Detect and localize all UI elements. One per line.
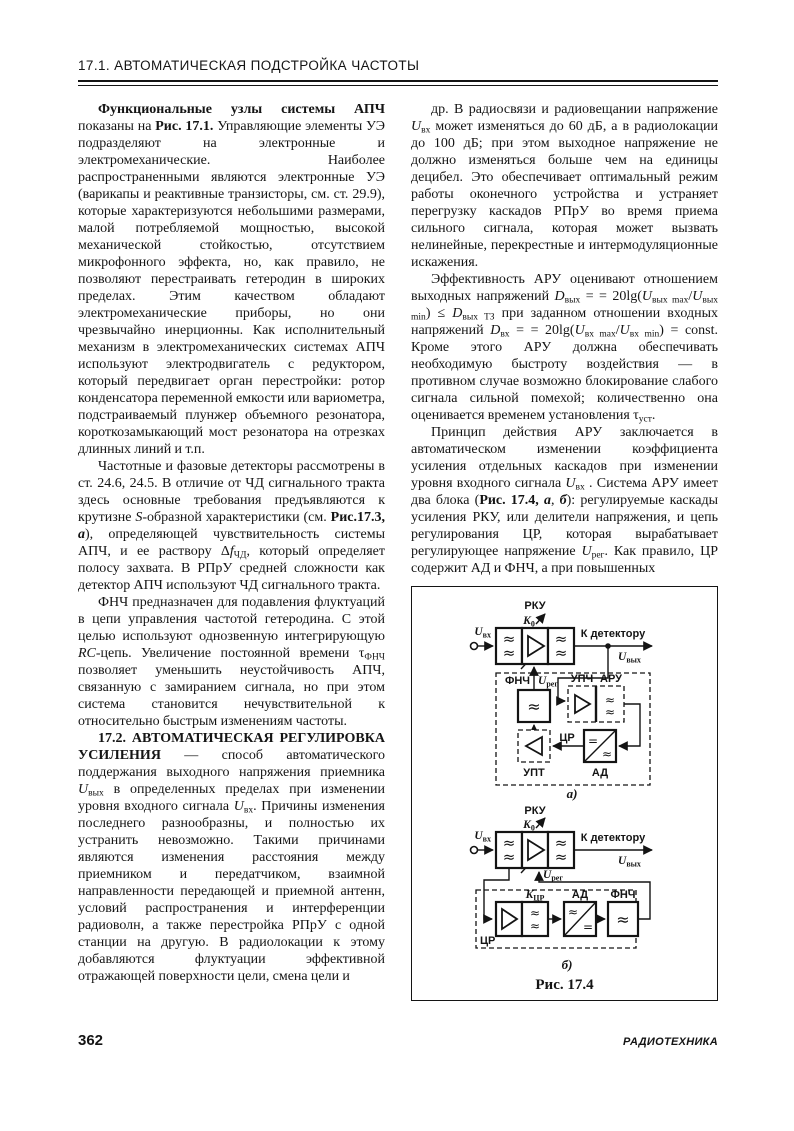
upt-label-a: УПТ	[523, 767, 545, 779]
article-body	[78, 101, 718, 1001]
svg-text:≈: ≈	[529, 919, 541, 933]
agc-diagram-b	[412, 802, 717, 974]
cr-amplifier-filter-block-b	[496, 902, 548, 936]
ad-label-b: АД	[571, 889, 589, 901]
aru-label-a: АРУ	[600, 673, 622, 685]
page-header	[78, 58, 718, 86]
ad-detector-block-b	[564, 902, 596, 936]
ad-detector-block-a	[584, 730, 616, 762]
svg-text:≈: ≈	[604, 693, 616, 707]
svg-text:=: =	[582, 920, 594, 934]
u-reg-label-a: $U_{рег}$	[538, 675, 558, 689]
figure-17-4	[411, 586, 718, 1001]
agc-diagram-a	[412, 594, 717, 802]
left-column	[78, 101, 385, 1001]
paragraph: 17.2. АВТОМАТИЧЕСКАЯ РЕГУЛИРОВКА УСИЛЕНИЯ — способ автоматического поддержания выходного напряжения приемника Uвых в определенных пределах при изменении уровня входного сигнала Uвх. Причины изменения последнего разнообразны, и полностью их устранить невозможно. Такими причинами являются изменения расстояния между приемником и передатчиком, взаимной направленности передающей и приемной антенн, условий распространения и интерференции радиоволн, а также перестройка РПрУ с одной станции на другую. В радиолокации к этому добавляются флуктуации эффективной отражающей поверхности цели, смена цели и	[78, 731, 385, 984]
paragraph: Эффективность АРУ оценивают отношением выходных напряжений Dвых = = 20lg(Uвых max/Uвых min) ≤ Dвых ТЗ при заданном отношении входных напряжений Dвх = = 20lg(Uвх max/Uвх min) = const. Кроме этого АРУ должна обеспечивать необходимую быстроту воздействия — в противном случае возможно блокирование слабого сигнала сильной помехой; количественно она оценивается временем установления τуст.	[411, 272, 718, 425]
paragraph: ФНЧ предназначен для подавления флуктуаций в цепи управления частотой гетеродина. С этой целью используют однозвенную интегрирующую RC-цепь. Увеличение постоянной времени τФНЧ позволяет уменьшить неустойчивость АПЧ, связанную с замиранием сигнала, но при этом система становится нечувствительной к относительно быстрым изменениям частоты.	[78, 595, 385, 729]
svg-text:≈: ≈	[502, 834, 516, 852]
k0-label-b: $K_0$	[523, 819, 535, 833]
svg-text:≈: ≈	[604, 705, 616, 719]
paragraph: Принцип действия АРУ заключается в автоматическом изменении коэффициента усиления отдельных каскадов при изменении уровня входного сигнала Uвх . Система АРУ имеет два блока (Рис. 17.4, а, б): регулируемые каскады усиления РКУ, или делители напряжения, и цепь регулирования ЦР, которая вырабатывает регулирующее напряжение Uрег. Как правило, ЦР содержит АД и ФНЧ, а при повышенных	[411, 425, 718, 576]
ad-label-a: АД	[591, 767, 609, 779]
svg-text:=: =	[587, 734, 599, 748]
aru-amplifier-block-a	[568, 686, 624, 722]
page-number: 362	[78, 1032, 104, 1049]
header-rule	[78, 80, 718, 86]
svg-text:≈: ≈	[527, 697, 541, 716]
input-terminal-b	[471, 847, 478, 854]
upch-label-a: УПЧ	[570, 673, 594, 685]
svg-text:≈: ≈	[529, 906, 541, 920]
paragraph: Частотные и фазовые детекторы рассмотрены в ст. 24.6, 24.5. В отличие от ЧД сигнального тракта здесь основные требования предъявляются к крутизне S-образной характеристики (см. Рис.17.3, а), определяющей чувствительность системы АПЧ, и ее раствору ΔfЧД, который определяет полосу захвата. В РПрУ средней сложности как детектор АПЧ используют ЧД сигнального тракта.	[78, 459, 385, 593]
junction-dot-a	[605, 643, 611, 649]
rku-label-a: РКУ	[524, 600, 546, 612]
paragraph: Функциональные узлы системы АПЧ показаны на Рис. 17.1. Управляющие элементы УЭ подразделяют на электронные и электромеханические. Наиболее распространенными являются электронные УЭ (варикапы и реактивные транзисторы, см. ст. 29.9), которые характеризуются небольшими размерами, малой потребляемой мощностью, высокой механической стойкостью, отсутствием микрофонного эффекта, но, как правило, не позволяют перестраивать гетеродин в широких пределах. Этим качеством обладают электромеханические приборы, но они чрезвычайно инерционны. Как исполнительный механизм в электромеханических системах АПЧ используют электродвигатель с редуктором, который передвигает орган перестройки: ротор конденсатора переменной емкости или вариометра, подстраиваемый плунжер объемного резонатора, короткозамыкающий мост резонатора на отрезках длинных линий и т.п.	[78, 102, 385, 457]
u-in-label-a: $U_{вх}$	[474, 626, 491, 640]
svg-text:≈: ≈	[601, 747, 613, 761]
subfigure-a-label: а)	[566, 786, 578, 801]
figure-caption: Рис. 17.4	[535, 977, 594, 993]
u-out-label-a: $U_{вых}$	[618, 651, 641, 665]
svg-text:≈: ≈	[554, 630, 568, 648]
paragraph: др. В радиосвязи и радиовещании напряжение Uвх может изменяться до 60 дБ, а в радиолокации до 100 дБ; при этом выходное напряжение не должно изменяться больше чем на единицы децибел. Это обеспечивает оптимальный режим работы оконечного устройства и устраняет перегрузку каскадов РПрУ во время приема сильного сигнала, которая может вызвать нелинейные, перекрестные и интермодуляционные искажения.	[411, 102, 718, 270]
svg-text:≈: ≈	[502, 644, 516, 662]
cr-label-b: ЦР	[480, 935, 496, 947]
fnch-label-b: ФНЧ	[610, 889, 636, 901]
to-detector-label-a: К детектору	[580, 628, 646, 640]
journal-name: РАДИОТЕХНИКА	[623, 1036, 718, 1048]
svg-text:≈: ≈	[554, 834, 568, 852]
input-terminal-a	[471, 643, 478, 650]
subfigure-b-label: б)	[561, 957, 573, 972]
upt-block-a	[518, 730, 550, 762]
k-cr-label-b: $K_{ЦР}$	[525, 889, 545, 903]
u-reg-label-b: $U_{рег}$	[543, 869, 563, 883]
cr-label-a: ЦР	[559, 732, 575, 744]
svg-text:≈: ≈	[554, 848, 568, 866]
svg-text:≈: ≈	[567, 905, 579, 919]
section-header: 17.1. АВТОМАТИЧЕСКАЯ ПОДСТРОЙКА ЧАСТОТЫ	[78, 58, 420, 73]
rku-label-b: РКУ	[524, 805, 546, 817]
right-column	[411, 101, 718, 1001]
svg-text:≈: ≈	[616, 910, 630, 929]
k0-label-a: $K_0$	[523, 615, 535, 629]
to-detector-label-b: К детектору	[580, 832, 646, 844]
svg-text:≈: ≈	[502, 848, 516, 866]
svg-text:≈: ≈	[502, 630, 516, 648]
fnch-label-a: ФНЧ	[504, 675, 530, 687]
svg-text:≈: ≈	[554, 644, 568, 662]
u-out-label-b: $U_{вых}$	[618, 855, 641, 869]
u-in-label-b: $U_{вх}$	[474, 830, 491, 844]
